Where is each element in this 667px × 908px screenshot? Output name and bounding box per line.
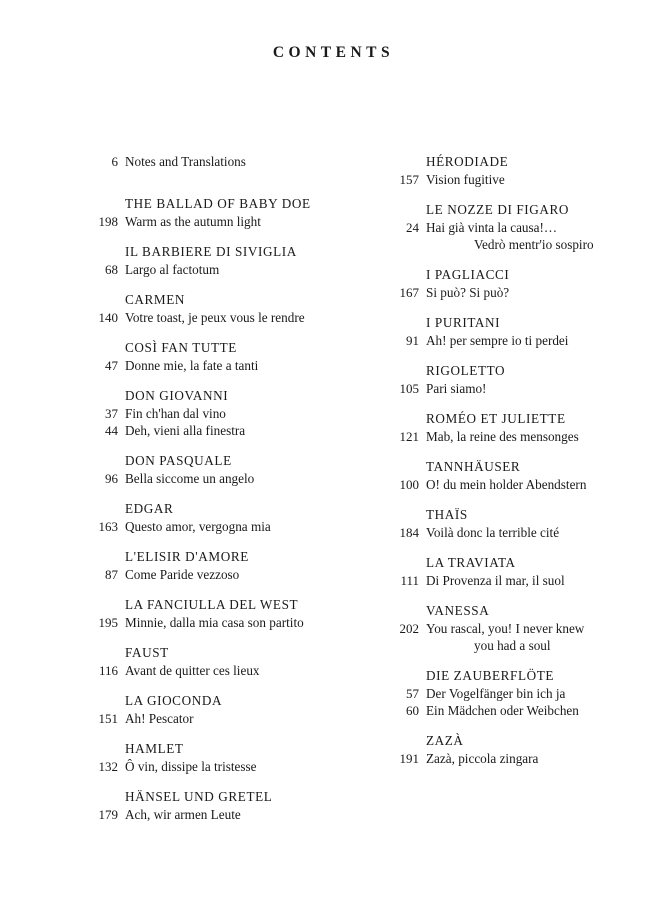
aria-entry [86,807,333,823]
opera-title: LA FANCIULLA DEL WEST [125,597,299,612]
prelim-entry [86,154,333,170]
page-number: 37 [105,406,118,421]
opera-title: RIGOLETTO [426,363,506,378]
page-number: 121 [399,429,419,444]
aria-title: Votre toast, je peux vous le rendre [125,310,305,325]
page-number: 195 [98,615,118,630]
aria-entry [387,220,666,236]
page-number: 24 [406,220,419,235]
opera-group [86,244,333,278]
opera-group [387,507,666,541]
opera-group [86,340,333,374]
aria-entry [86,615,333,631]
aria-entry [387,686,666,702]
opera-group [387,315,666,349]
aria-entry [387,573,666,589]
opera-group [387,202,666,253]
opera-title: HÉRODIADE [426,154,509,169]
page-number: 179 [98,807,118,822]
aria-title: Voilà donc la terrible cité [426,525,560,540]
aria-title: Fin ch'han dal vino [125,406,226,421]
opera-title: ZAZÀ [426,733,464,748]
page-number: 100 [399,477,419,492]
page-number: 57 [406,686,419,701]
opera-group [86,645,333,679]
page-title: CONTENTS [272,44,395,61]
opera-title: THE BALLAD OF BABY DOE [125,196,311,211]
page-number: 68 [105,262,118,277]
aria-entry [387,703,666,719]
page-number: 191 [399,751,419,766]
opera-title: DIE ZAUBERFLÖTE [426,668,555,683]
aria-title: Questo amor, vergogna mia [125,519,271,534]
page-number: 60 [406,703,419,718]
aria-entry [387,621,666,637]
page-number: 202 [399,621,419,636]
aria-entry [86,310,333,326]
opera-title: EDGAR [125,501,174,516]
opera-title: FAUST [125,645,169,660]
opera-group [86,501,333,535]
opera-title: DON PASQUALE [125,453,232,468]
aria-entry [86,519,333,535]
opera-group [86,196,333,230]
aria-entry [86,262,333,278]
page-number: 87 [105,567,118,582]
opera-group [387,267,666,301]
opera-title: TANNHÄUSER [426,459,521,474]
page-number: 167 [399,285,419,300]
aria-title: Ah! Pescator [125,711,194,726]
opera-group [387,411,666,445]
aria-title: Avant de quitter ces lieux [125,663,260,678]
aria-entry [86,471,333,487]
aria-entry [86,759,333,775]
page-number: 91 [406,333,419,348]
contents-column-right [333,154,666,837]
aria-title-continuation: you had a soul [474,638,551,653]
aria-entry [86,711,333,727]
aria-title: Vision fugitive [426,172,505,187]
page-number: 116 [98,663,118,678]
aria-title: You rascal, you! I never knew [426,621,585,636]
aria-title: Minnie, dalla mia casa son partito [125,615,304,630]
aria-title: Zazà, piccola zingara [426,751,539,766]
opera-group [86,549,333,583]
aria-entry [387,381,666,397]
opera-group [387,555,666,589]
opera-group [387,603,666,654]
aria-title: Ach, wir armen Leute [125,807,241,822]
page-number: 132 [98,759,118,774]
contents-column-left [0,154,333,837]
opera-group [86,292,333,326]
opera-title: ROMÉO ET JULIETTE [426,411,566,426]
opera-group [86,741,333,775]
page-number: 47 [105,358,118,373]
opera-title: HÄNSEL UND GRETEL [125,789,273,804]
opera-title: IL BARBIERE DI SIVIGLIA [125,244,297,259]
prelim-label: Notes and Translations [125,154,246,169]
prelim-page-number: 6 [111,154,118,169]
opera-title: I PAGLIACCI [426,267,510,282]
opera-title: COSÌ FAN TUTTE [125,340,237,355]
opera-title: L'ELISIR D'AMORE [125,549,249,564]
aria-entry [387,285,666,301]
page-number: 96 [105,471,118,486]
opera-title: THAÏS [426,507,468,522]
opera-group [86,453,333,487]
aria-entry [86,663,333,679]
opera-group [387,733,666,767]
aria-title: Bella siccome un angelo [125,471,255,486]
aria-title: Hai già vinta la causa!… [426,220,558,235]
aria-entry [86,406,333,422]
opera-group [387,154,666,188]
contents-columns [0,154,667,837]
aria-entry [387,333,666,349]
opera-group [387,459,666,493]
page-number: 184 [399,525,419,540]
opera-group [387,363,666,397]
aria-title: Der Vogelfänger bin ich ja [426,686,566,701]
aria-title: Pari siamo! [426,381,487,396]
aria-title: Ah! per sempre io ti perdei [426,333,569,348]
aria-title: Ô vin, dissipe la tristesse [125,759,257,774]
page-number: 157 [399,172,419,187]
opera-title: DON GIOVANNI [125,388,229,403]
aria-entry [387,172,666,188]
aria-title: Di Provenza il mar, il suol [426,573,565,588]
opera-title: LA TRAVIATA [426,555,516,570]
opera-title: VANESSA [426,603,490,618]
page-number: 140 [98,310,118,325]
opera-group [86,597,333,631]
aria-entry [86,358,333,374]
opera-group [86,789,333,823]
aria-title-continuation: Vedrò mentr'io sospiro [474,237,594,252]
opera-title: CARMEN [125,292,186,307]
aria-entry [387,429,666,445]
page-number: 163 [98,519,118,534]
aria-title: Si può? Si può? [426,285,510,300]
aria-title: O! du mein holder Abendstern [426,477,587,492]
opera-group [86,388,333,439]
aria-title: Deh, vieni alla finestra [125,423,246,438]
page-number: 111 [400,573,419,588]
contents-page [0,44,667,908]
aria-entry [387,477,666,493]
page-number: 44 [105,423,118,438]
opera-group [86,693,333,727]
aria-title: Ein Mädchen oder Weibchen [426,703,579,718]
opera-title: I PURITANI [426,315,501,330]
page-number: 105 [399,381,419,396]
aria-title: Mab, la reine des mensonges [426,429,579,444]
aria-entry [86,567,333,583]
aria-entry [86,214,333,230]
aria-entry [387,751,666,767]
page-number: 151 [98,711,118,726]
opera-title: HAMLET [125,741,184,756]
opera-group [387,668,666,719]
aria-entry [86,423,333,439]
aria-title: Come Paride vezzoso [125,567,240,582]
opera-title: LA GIOCONDA [125,693,223,708]
opera-title: LE NOZZE DI FIGARO [426,202,570,217]
aria-title: Donne mie, la fate a tanti [125,358,259,373]
aria-title: Largo al factotum [125,262,220,277]
aria-title: Warm as the autumn light [125,214,261,229]
aria-entry [387,525,666,541]
page-number: 198 [98,214,118,229]
